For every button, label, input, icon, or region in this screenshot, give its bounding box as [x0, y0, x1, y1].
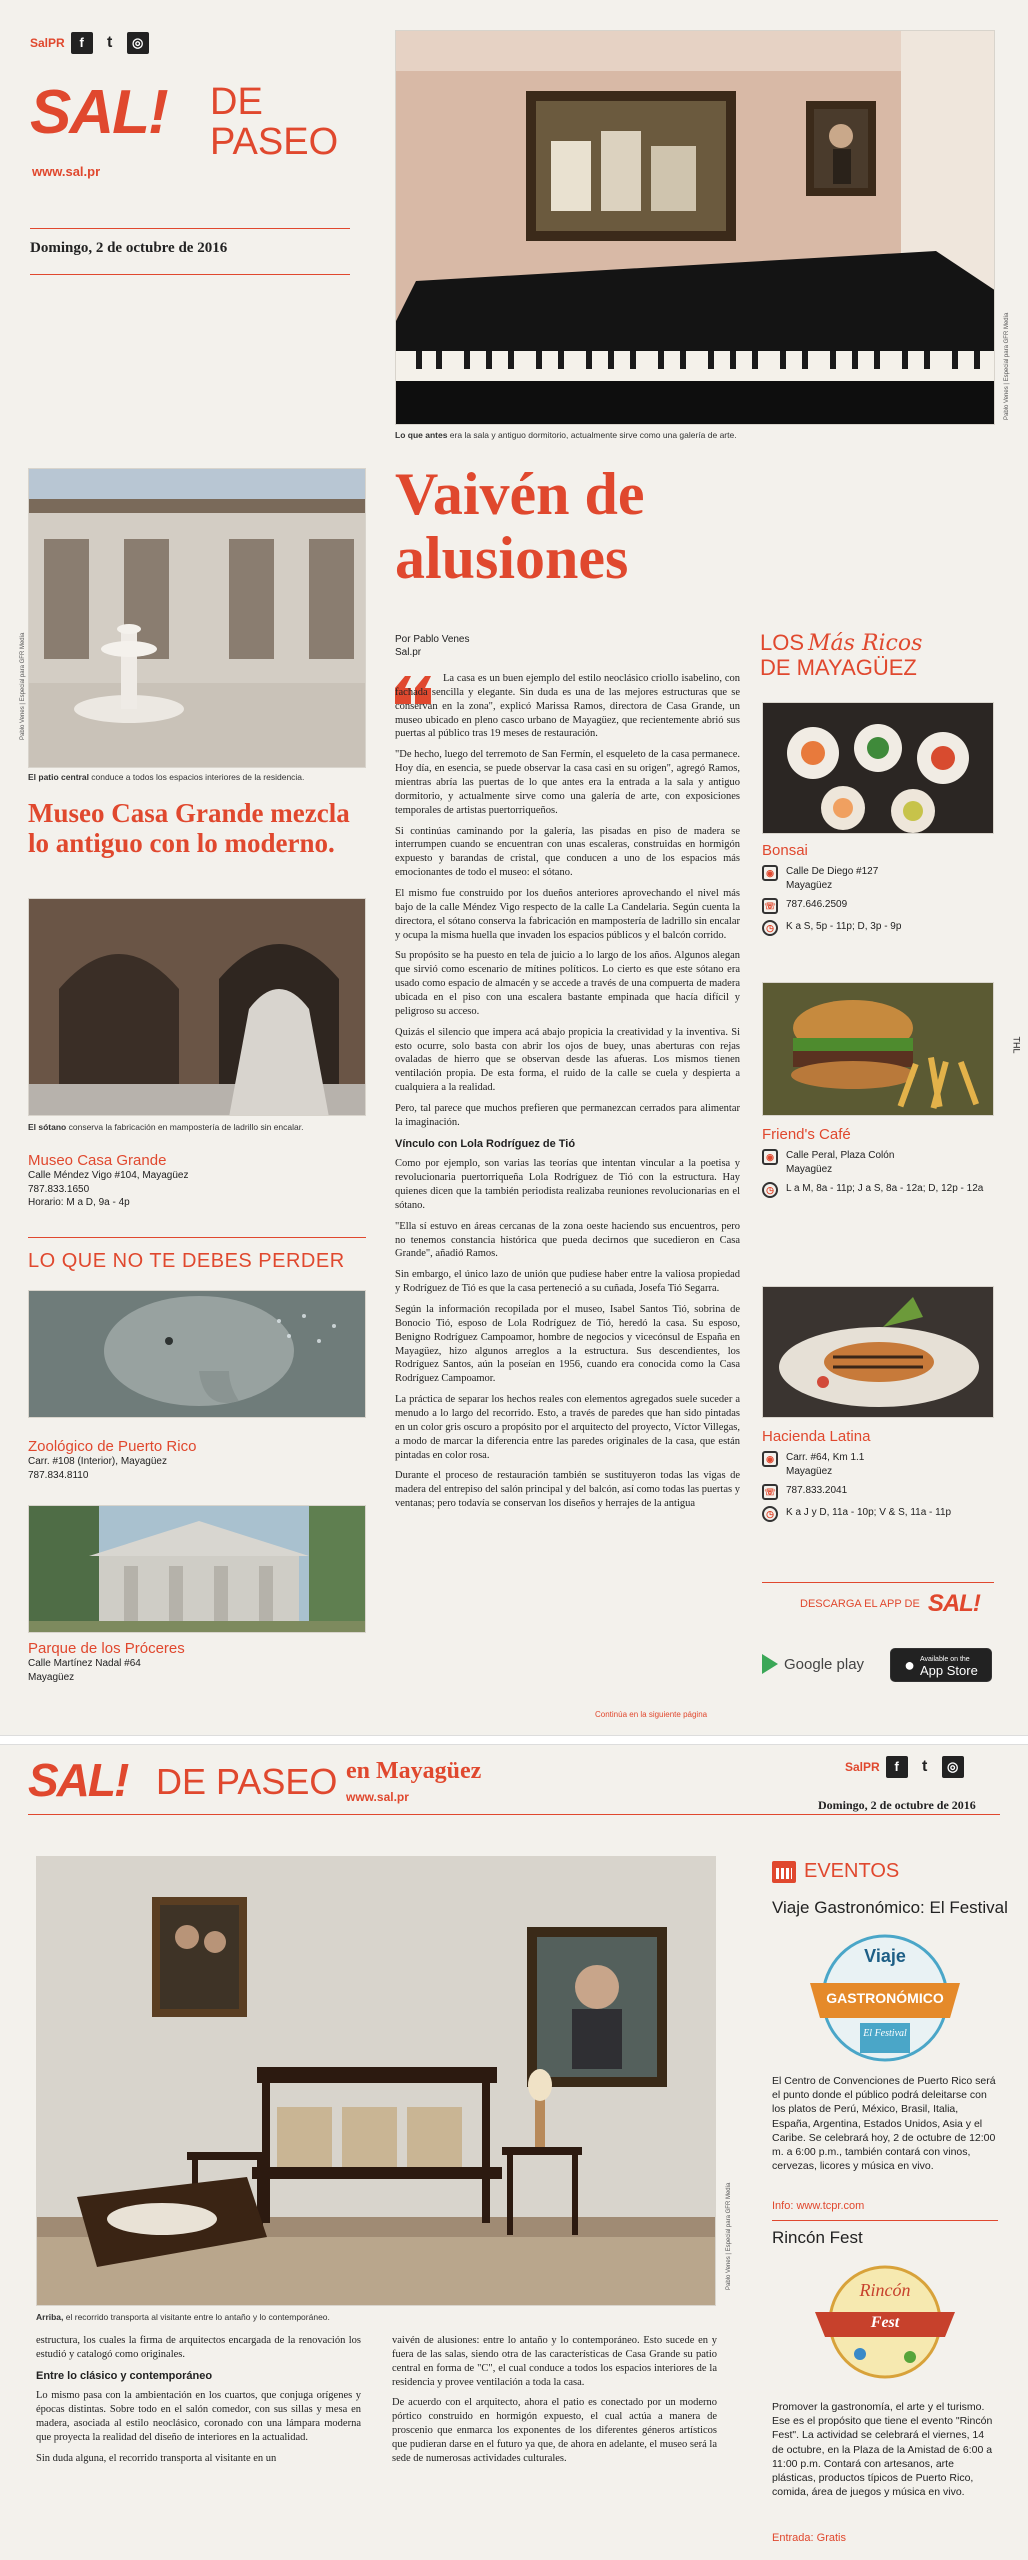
app-store-label: App Store	[920, 1663, 978, 1678]
article-byline	[395, 633, 470, 659]
facebook-icon[interactable]: f	[71, 32, 93, 54]
sala-illustration	[37, 1857, 716, 2306]
facebook-icon[interactable]: f	[886, 1756, 908, 1778]
masthead	[30, 78, 360, 188]
clock-icon: ◷	[762, 1506, 778, 1522]
title-script: Más Ricos	[808, 631, 923, 656]
park-name: Parque de los Próceres	[28, 1640, 185, 1657]
bottom-website[interactable]: www.sal.pr	[346, 1790, 409, 1804]
paragraph: El mismo fue construido por los dueños anteriores aprovechando el nivel más bajo de la calle Méndez Vigo respecto de la calle La Candelaria. Según cuenta la directora, el sótano conserva la fabricación en mampostería de ladrillo sin encalar y ocupa la misma huella que invaden los espacios públicos y el balcón corrido.	[395, 888, 740, 941]
event2-title: Rincón Fest	[772, 2228, 863, 2247]
patio-photo-caption: El patio central conduce a todos los espacios interiores de la residencia.	[28, 772, 305, 782]
phone-icon: ☏	[762, 1484, 778, 1500]
side-label: THL	[1011, 1036, 1022, 1054]
festival-logo-word-3: El Festival	[863, 2028, 907, 2039]
paragraph: Sin embargo, el único lazo de unión que pudiese haber entre la valiosa propiedad y Rodríguez de Tió es que la casa perteneció a su cuñada, Josefa Tió Segarra.	[395, 1269, 740, 1295]
map-pin-icon: ◉	[762, 865, 778, 881]
left-headline: Museo Casa Grande mezcla lo antiguo con lo moderno.	[28, 798, 350, 858]
title-city: DE MAYAGÜEZ	[760, 655, 917, 680]
website-link[interactable]: www.sal.pr	[32, 164, 101, 179]
patio-illustration	[29, 469, 366, 768]
park-photo	[28, 1505, 366, 1633]
friends-cafe-photo	[762, 982, 994, 1116]
event1-info-link[interactable]: Info: www.tcpr.com	[772, 2200, 865, 2212]
byline-site: Sal.pr	[395, 647, 422, 658]
brand-small: SalPR	[30, 36, 65, 50]
instagram-icon[interactable]: ◎	[942, 1756, 964, 1778]
map-pin-icon: ◉	[762, 1149, 778, 1165]
best-food-title	[760, 630, 995, 680]
app-download-prompt	[800, 1590, 980, 1618]
event2-description: Promover la gastronomía, el arte y el turismo. Ese es el propósito que tiene el evento "Rincón Fest". La actividad se celebrará el viernes, 14 de octubre, en la Plaza de la Amistad de 6:00 a 11:00 p.m. Contará con artesanos, arte plásticas, productos típicos de Puerto Rico, comida, área de juegos y música en vivo.	[772, 2401, 993, 2499]
paragraph: Su propósito se ha puesto en tela de juicio a lo largo de los años. Algunos alegan que sirvió como escenario de mítines políticos. Lo cierto es que este sótano era usado como espacio de almacén y se accede a través de una compuerta de madera ubicada en el piso con una escalera bastante empinada que hacía difícil y peligroso su acceso.	[395, 950, 740, 1017]
sal-logo: SAL!	[30, 78, 167, 147]
zoo-photo	[28, 1290, 366, 1418]
paragraph: Si continúas caminando por la galería, las pisadas en piso de madera se interrumpen cuando se encuentran con unas escaleras, construidas en hormigón expuesto y barandas de cristal, que conducen a uno de los espacios más emocionantes de todo el museo: el sótano.	[395, 825, 740, 879]
bonsai-photo	[762, 702, 994, 834]
paragraph: Pero, tal parece que muchos prefieren que permanezcan cerrados para alimentar la imaginación.	[395, 1103, 740, 1128]
google-play-icon	[762, 1654, 778, 1674]
title-los: LOS	[760, 630, 805, 655]
paragraph: Según la información recopilada por el museo, Isabel Santos Tió, sobrina de Bonocio Tió, esposo de Lola Rodríguez de Tió, heredó la casa. Su esposo, Benigno Rodríguez Campoamor, hombre de negocios y vicecónsul de España en Mayagüez, hizo algunos arreglos a la estructura. Sus descendientes, los Rodríguez Santos, aún la poseían en 1956, cuando era conocida como la Casa Rodríguez Campoamor.	[395, 1304, 740, 1385]
hacienda-latina-info: Hacienda Latina ◉ Carr. #64, Km 1.1 Mayagüez ☏ 787.833.2041 ◷ K a J y D, 11a - 10p; V & S, 11a - 11p	[762, 1428, 994, 1522]
zoo-phone: 787.834.8110	[28, 1469, 89, 1481]
piano-room-illustration	[396, 31, 995, 425]
burger-illustration	[763, 983, 994, 1116]
events-title: EVENTOS	[804, 1860, 900, 1882]
piano-room-photo	[395, 30, 995, 425]
event2-entry: Entrada: Gratis	[772, 2532, 846, 2544]
sala-photo-credit: Pablo Venes | Especial para GFR Media	[726, 2182, 732, 2290]
sala-photo	[36, 1856, 716, 2306]
rincon-fest-logo	[800, 2262, 970, 2382]
clock-icon: ◷	[762, 920, 778, 936]
bottom-masthead	[28, 1752, 548, 1812]
basement-illustration	[29, 899, 366, 1116]
bottom-subhead: Entre lo clásico y contemporáneo	[36, 2369, 213, 2382]
museo-hours: Horario: M a D, 9a - 4p	[28, 1197, 130, 1208]
calendar-icon	[772, 1861, 796, 1883]
paragraph: La casa es un buen ejemplo del estilo neoclásico criollo isabelino, con fachada sencilla y elegante. Sin duda es una de las mejores estructuras que se conservan en la zona", explicó Marissa Ramos, directora de Casa Grande, un museo ubicado en pleno casco urbano de Mayagüez, que recientemente abrió sus puertas al público tras 19 meses de restauración.	[395, 673, 740, 740]
masthead-de: DE	[210, 81, 263, 123]
bottom-brand-small: SalPR	[845, 1760, 880, 1774]
instagram-icon[interactable]: ◎	[127, 32, 149, 54]
paragraph: "De hecho, luego del terremoto de San Fermín, el esqueleto de la casa permanece. Hoy día, en esencia, se puede observar la casa casi en su origen", agregó Ramos, mientras abría las puertas de lo que antes era la entrada a la sala y antiguo dormitorio, y actualmente sirve como una galería de arte, con exposiciones temporales de artistas puertorriqueños.	[395, 749, 740, 816]
basement-photo	[28, 898, 366, 1116]
paragraph: Quizás el silencio que impera acá abajo propicia la creatividad y la inventiva. Si esto ocurre, solo basta con abrir los ojos de buey, unas aberturas con rejas ovaladas de hierro que se observan desde las afueras. Los mismos tienen ventilación propia. De esta forma, el ruido de la calle se cuela y despierta a cualquiera a la realidad.	[395, 1026, 740, 1094]
place-name: Bonsai	[762, 842, 808, 859]
place-name: Hacienda Latina	[762, 1428, 871, 1445]
bottom-title: DE PASEO	[156, 1761, 338, 1802]
rincon-logo-word-1: Rincón	[859, 2280, 911, 2300]
byline-author: Por Pablo Venes	[395, 634, 470, 645]
clock-icon: ◷	[762, 1182, 778, 1198]
google-play-label: Google play	[784, 1655, 865, 1673]
patio-photo-credit: Pablo Venes | Especial para GFR Media	[20, 632, 26, 740]
museo-info	[28, 1152, 366, 1210]
viaje-gastronomico-logo	[790, 1928, 980, 2068]
app-logo: SAL!	[927, 1590, 980, 1617]
park-city: Mayagüez	[28, 1671, 75, 1683]
basement-photo-caption: El sótano conserva la fabricación en mampostería de ladrillo sin encalar.	[28, 1122, 304, 1132]
paragraph: "Ella sí estuvo en áreas cercanas de la zona oeste haciendo sus encuentros, pero no tenemos constancia histórica que pueda decirnos que sucedieron en Casa Grande", añadió Ramos.	[395, 1220, 740, 1260]
app-store-small: Available on the	[920, 1656, 970, 1663]
friends-cafe-info: Friend's Café ◉ Calle Peral, Plaza Colón Mayagüez ◷ L a M, 8a - 11p; J a S, 8a - 12a; D, 12p - 12a	[762, 1126, 994, 1198]
app-store-badge[interactable]	[890, 1648, 992, 1682]
museo-phone: 787.833.1650	[28, 1183, 90, 1195]
app-prompt-text: DESCARGA EL APP DE	[800, 1598, 920, 1610]
google-play-badge[interactable]	[762, 1654, 864, 1674]
museo-address: Calle Méndez Vigo #104, Mayagüez	[28, 1170, 189, 1181]
article-body	[395, 672, 740, 1518]
park-info	[28, 1640, 366, 1684]
festival-logo-word-2: GASTRONÓMICO	[826, 1990, 944, 2006]
sala-photo-caption: Arriba, el recorrido transporta al visitante entre lo antaño y lo contemporáneo.	[36, 2312, 330, 2322]
place-name: Friend's Café	[762, 1126, 851, 1143]
twitter-icon[interactable]: t	[914, 1756, 936, 1778]
piano-photo-credit: Pablo Venes | Especial para GFR Media	[1004, 312, 1010, 420]
event1-title: Viaje Gastronómico: El Festival	[772, 1898, 1008, 1917]
bottom-social-bar	[845, 1756, 964, 1778]
hacienda-latina-photo	[762, 1286, 994, 1418]
bottom-subtitle: en Mayagüez	[346, 1758, 482, 1784]
zoo-info	[28, 1438, 366, 1482]
map-pin-icon: ◉	[762, 1451, 778, 1467]
paragraph: La práctica de separar los hechos reales con elementos agregados suele suceder a menudo a lo largo del recorrido. Esto, a través de paredes que han sido pintadas en un color gris oscuro a propósito por el arquitecto del proyecto, Víctor Villegas, a modo de marcar la diferencia entre las paredes originales de la casa, que están pintadas en color rosa.	[395, 1394, 740, 1461]
article-subhead: Vínculo con Lola Rodríguez de Tió	[395, 1137, 576, 1150]
paragraph: Durante el proceso de restauración también se sustituyeron todas las vigas de madera del entrepiso del salón principal y del balcón, así como todas las puertas y ventanas; pero todavía se conservan los diseños y herrajes de la antigua	[395, 1470, 740, 1510]
zoo-name: Zoológico de Puerto Rico	[28, 1438, 197, 1455]
bottom-date: Domingo, 2 de octubre de 2016	[818, 1798, 976, 1812]
paragraph: Como por ejemplo, son varias las teorías que intentan vincular a la poetisa y revolucionaria puertorriqueña Lola Rodríguez de Tió con la estructura. Hay quienes dicen que la también periodista realizaba reuniones revolucionarias en el sótano.	[395, 1158, 740, 1211]
events-header	[772, 1860, 899, 1883]
piano-photo-caption: Lo que antes era la sala y antiguo dormitorio, actualmente sirve como una galería de arte.	[395, 430, 737, 440]
zoo-address: Carr. #108 (Interior), Mayagüez	[28, 1456, 167, 1467]
museo-name: Museo Casa Grande	[28, 1152, 167, 1169]
dish-illustration	[763, 1287, 994, 1418]
bonsai-info: Bonsai ◉ Calle De Diego #127 Mayagüez ☏ 787.646.2509 ◷ K a S, 5p - 11p; D, 3p - 9p	[762, 842, 994, 936]
paragraph: De acuerdo con el arquitecto, ahora el patio es conectado por un moderno pórtico construido en hormigón expuesto, el cual actúa a manera de proscenio que enmarca los exponentes de los diferentes géneros artísticos que pudieran darse en el futuro ya que, de ahora en adelante, el museo será la sede de numerosas actividades culturales.	[392, 2397, 717, 2464]
bottom-sal-logo: SAL!	[28, 1754, 128, 1806]
sushi-illustration	[763, 703, 994, 834]
paragraph: vaivén de alusiones: entre lo antaño y lo contemporáneo. Esto sucede en y fuera de las salas, siendo otra de las características de Casa Grande su patio central en forma de "C", el cual conduce a todos los espacios interiores de la residencia y provee ventilación a toda la casa.	[392, 2335, 717, 2388]
twitter-icon[interactable]: t	[99, 32, 121, 54]
apple-icon: ●	[904, 1654, 916, 1675]
issue-date: Domingo, 2 de octubre de 2016	[30, 240, 228, 256]
phone-icon: ☏	[762, 898, 778, 914]
bottom-col-2	[392, 2334, 717, 2473]
rincon-logo-word-2: Fest	[870, 2314, 900, 2331]
event1-description: El Centro de Convenciones de Puerto Rico será el punto donde el público podrá deleitarse con los platos de Perú, México, Brasil, Italia, España, Argentina, Estados Unidos, Asia y el Caribe. Se celebrará hoy, 2 de octubre de 12:00 m. a 6:00 p.m., también contará con vinos, cervezas, licores y música en vivo.	[772, 2075, 996, 2173]
masthead-paseo: PASEO	[210, 121, 339, 163]
patio-photo	[28, 468, 366, 768]
top-social-bar	[30, 32, 149, 54]
must-see-title: LO QUE NO TE DEBES PERDER	[28, 1250, 345, 1272]
bottom-col-1	[36, 2334, 361, 2473]
elephant-illustration	[29, 1291, 366, 1418]
monument-illustration	[29, 1506, 366, 1633]
paragraph: estructura, los cuales la firma de arquitectos encargada de la renovación los estudió y catalogó como originales.	[36, 2335, 361, 2360]
paragraph: Sin duda alguna, el recorrido transporta al visitante en un	[36, 2452, 277, 2464]
festival-logo-word-1: Viaje	[864, 1946, 906, 1966]
article-headline: Vaivén de alusiones	[395, 461, 645, 591]
park-address: Calle Martínez Nadal #64	[28, 1658, 141, 1669]
paragraph: Lo mismo pasa con la ambientación en los cuartos, que conjuga orígenes y épocas distintas. Sobre todo en el salón comedor, con sus sillas y mesa en madera, asociada al estilo neoclásico, coronado con una lámpara moderna que proyecta la realidad del diseño de interiores en la actualidad.	[36, 2390, 361, 2443]
continue-note: Continúa en la siguiente página	[595, 1710, 708, 1719]
